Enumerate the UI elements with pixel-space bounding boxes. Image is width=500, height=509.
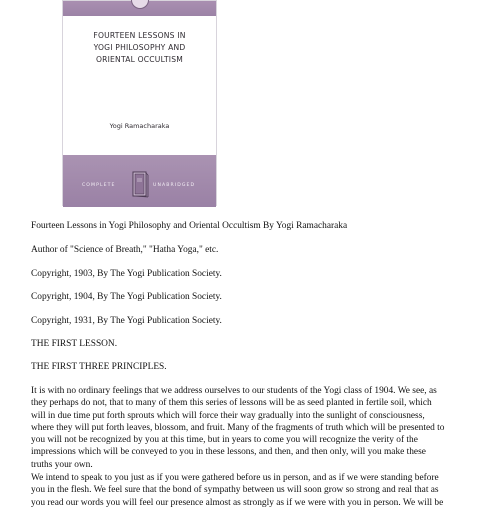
lesson-heading [31, 338, 477, 350]
cover-title-line: YOGI PHILOSOPHY AND [93, 43, 186, 52]
book-title-line [31, 220, 477, 232]
paragraph [31, 385, 477, 471]
paragraph-line: they perhaps do not, that to many of them this series of lessons will be as seed planted in fertile soil, which [31, 398, 432, 409]
paragraph-line: It is with no ordinary feelings that we address ourselves to our students of the Yogi class of 1904. We see, as [31, 386, 437, 396]
author-of-text: Author of "Science of Breath," "Hatha Yoga," etc. [31, 245, 219, 255]
cover-title-line: ORIENTAL OCCULTISM [95, 55, 184, 64]
title-text: Fourteen Lessons in Yogi Philosophy and Oriental Occultism By Yogi Ramacharaka [31, 221, 348, 231]
paragraph [31, 472, 477, 509]
copyright-line [31, 268, 477, 280]
lesson-heading-text: THE FIRST LESSON. [31, 339, 118, 349]
paragraph-line: We intend to speak to you just as if you were gathered before us in person, and as if we were standing before [31, 473, 439, 483]
cover-title [63, 30, 216, 66]
section-heading-text: THE FIRST THREE PRINCIPLES. [31, 362, 167, 372]
book-cover [62, 0, 217, 206]
cover-complete-label: COMPLETE [82, 183, 116, 188]
paragraph-line: will in due time put forth sprouts which will force their way gradually into the sunlight of consciousness, [31, 410, 425, 421]
paragraph-line: impressions which will be conveyed to you in these lessons, and then, and then only, will you make these [31, 447, 426, 458]
cover-author: Yogi Ramacharaka [109, 122, 170, 130]
cover-unabridged-label: UNABRIDGED [153, 183, 196, 188]
paragraph-line: truths your own. [31, 459, 93, 470]
copyright-line [31, 291, 477, 303]
paragraph-line: you read our words you will feel our presence almost as strongly as if we were with you in person. We will be [31, 497, 444, 508]
copyright-text: Copyright, 1931, By The Yogi Publication Society. [31, 316, 222, 326]
section-heading [31, 361, 477, 373]
copyright-text: Copyright, 1904, By The Yogi Publication Society. [31, 292, 222, 302]
cover-title-line: FOURTEEN LESSONS IN [93, 31, 186, 40]
paragraph-line: you in the flesh. We feel sure that the bond of sympathy between us will soon grow so strong and real that as [31, 485, 439, 496]
paragraph-line: you will not be recognized by you at this time, but in years to come you will recognize the verity of the [31, 435, 418, 446]
author-of-line [31, 244, 477, 256]
copyright-text: Copyright, 1903, By The Yogi Publication Society. [31, 269, 222, 279]
book-icon [131, 170, 149, 198]
paragraph-line: where they will put forth leaves, blossom, and fruit. Many of the fragments of truth which will be presented to [31, 422, 445, 433]
copyright-line [31, 315, 477, 327]
